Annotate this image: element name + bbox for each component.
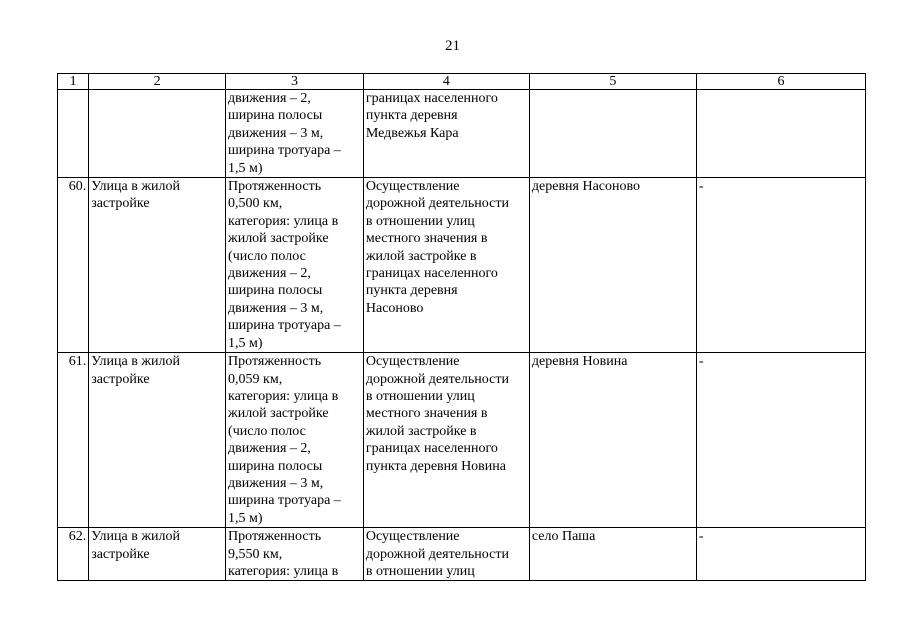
- purpose-cell: [363, 353, 529, 528]
- cell-text-line: местного значения в: [365, 406, 488, 422]
- header-cell: 4: [363, 74, 529, 90]
- cell-text-line: Осуществление: [365, 354, 460, 370]
- cell-text-line: границах населенного: [365, 441, 498, 457]
- cell-text-line: Медвежья Кара: [365, 125, 459, 141]
- cell-text-line: границах населенного: [365, 91, 498, 106]
- cell-text-line: жилой застройке в: [365, 423, 477, 439]
- row-number-cell: 61.: [58, 353, 89, 528]
- description-cell: [226, 178, 364, 353]
- cell-text-line: дорожной деятельности: [365, 196, 509, 212]
- table-row: [58, 90, 866, 178]
- table-row: [58, 528, 866, 581]
- row-number-cell: [58, 90, 89, 178]
- cell-text-line: дорожной деятельности: [365, 371, 509, 387]
- cell-text-line: в отношении улиц: [365, 213, 475, 229]
- cell-text-line: Протяженность: [228, 354, 322, 370]
- cell-text-line: Улица в жилой: [91, 354, 180, 370]
- location-cell: [529, 178, 696, 353]
- header-cell: 2: [89, 74, 226, 90]
- cell-text-line: движения – 3 м,: [228, 300, 324, 316]
- object-name-cell: [89, 353, 226, 528]
- cell-text-line: ширина полосы: [228, 458, 323, 474]
- cell-text-line: 0,059 км,: [228, 371, 283, 387]
- cell-text-line: местного значения в: [365, 231, 488, 247]
- object-name-cell: [89, 90, 226, 178]
- cell-text-line: движения – 3 м,: [228, 125, 324, 141]
- header-cell: 1: [58, 74, 89, 90]
- cell-text-line: ширина полосы: [228, 108, 323, 124]
- row-number-cell: 62.: [58, 528, 89, 581]
- location-cell: [529, 528, 696, 581]
- extra-cell: -: [696, 528, 865, 581]
- cell-text-line: Протяженность: [228, 529, 322, 545]
- cell-text-line: категория: улица в: [228, 213, 339, 229]
- cell-text-line: деревня Новина: [531, 354, 628, 370]
- cell-text-line: ширина тротуара –: [228, 143, 341, 159]
- cell-text-line: застройке: [91, 371, 150, 387]
- cell-text-line: застройке: [91, 546, 150, 562]
- description-cell: [226, 353, 364, 528]
- cell-text-line: категория: улица в: [228, 563, 339, 579]
- cell-text-line: движения – 2,: [228, 266, 311, 282]
- row-number-cell: 60.: [58, 178, 89, 353]
- cell-text-line: категория: улица в: [228, 388, 339, 404]
- header-cell: 6: [696, 74, 865, 90]
- table-body: [58, 74, 866, 581]
- extra-cell: -: [696, 353, 865, 528]
- cell-text-line: ширина тротуара –: [228, 318, 341, 334]
- location-cell: [529, 353, 696, 528]
- cell-text-line: жилой застройке: [228, 406, 329, 422]
- cell-text-line: движения – 2,: [228, 91, 311, 106]
- cell-text-line: ширина полосы: [228, 283, 323, 299]
- cell-text-line: деревня Насоново: [531, 179, 641, 195]
- cell-text-line: 9,550 км,: [228, 546, 283, 562]
- cell-text-line: Улица в жилой: [91, 529, 180, 545]
- table-row: [58, 353, 866, 528]
- header-cell: 3: [226, 74, 364, 90]
- location-cell: [529, 90, 696, 178]
- cell-text-line: Улица в жилой: [91, 179, 180, 195]
- cell-text-line: (число полос: [228, 248, 306, 264]
- cell-text-line: 1,5 м): [228, 510, 263, 526]
- header-cell: 5: [529, 74, 696, 90]
- description-cell: [226, 528, 364, 581]
- object-name-cell: [89, 528, 226, 581]
- table-row: [58, 178, 866, 353]
- cell-text-line: в отношении улиц: [365, 388, 475, 404]
- description-cell: [226, 90, 364, 178]
- cell-text-line: жилой застройке: [228, 231, 329, 247]
- extra-cell: -: [696, 178, 865, 353]
- purpose-cell: [363, 178, 529, 353]
- cell-text-line: пункта деревня Новина: [365, 458, 506, 474]
- table-header-row: [58, 74, 866, 90]
- cell-text-line: движения – 2,: [228, 441, 311, 457]
- cell-text-line: застройке: [91, 196, 150, 212]
- cell-text-line: село Паша: [531, 529, 596, 545]
- cell-text-line: в отношении улиц: [365, 563, 475, 579]
- cell-text-line: жилой застройке в: [365, 248, 477, 264]
- cell-text-line: Протяженность: [228, 179, 322, 195]
- cell-text-line: ширина тротуара –: [228, 493, 341, 509]
- purpose-cell: [363, 90, 529, 178]
- cell-text-line: 1,5 м): [228, 160, 263, 176]
- road-table: [57, 73, 866, 581]
- cell-text-line: Насоново: [365, 300, 424, 316]
- cell-text-line: 1,5 м): [228, 335, 263, 351]
- cell-text-line: (число полос: [228, 423, 306, 439]
- cell-text-line: движения – 3 м,: [228, 475, 324, 491]
- page-number: 21: [445, 38, 460, 54]
- cell-text-line: Осуществление: [365, 179, 460, 195]
- purpose-cell: [363, 528, 529, 581]
- cell-text-line: границах населенного: [365, 266, 498, 282]
- cell-text-line: пункта деревня: [365, 283, 458, 299]
- extra-cell: [696, 90, 865, 178]
- cell-text-line: дорожной деятельности: [365, 546, 509, 562]
- object-name-cell: [89, 178, 226, 353]
- cell-text-line: пункта деревня: [365, 108, 458, 124]
- cell-text-line: 0,500 км,: [228, 196, 283, 212]
- cell-text-line: Осуществление: [365, 529, 460, 545]
